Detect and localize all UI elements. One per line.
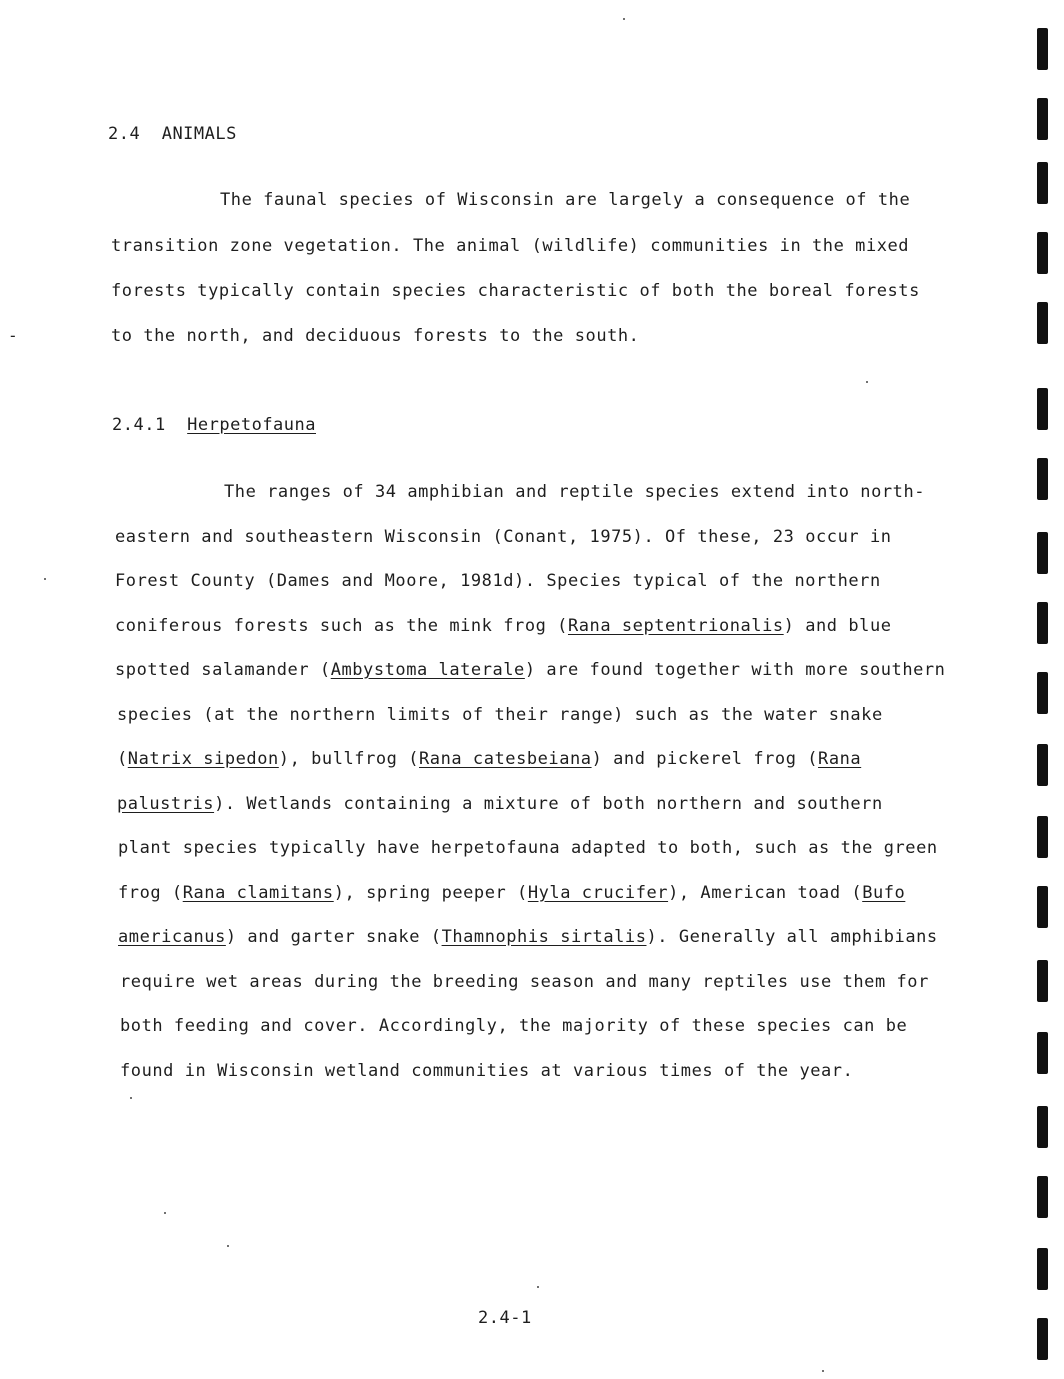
section-paragraph-line: forests typically contain species characteristic of both the boreal forests	[111, 281, 920, 301]
species-name: Thamnophis sirtalis	[441, 927, 647, 947]
subsection-body-line	[120, 971, 929, 993]
margin-speck	[44, 578, 46, 580]
binding-bar	[1037, 28, 1048, 70]
margin-speck	[866, 381, 868, 383]
species-name: Rana	[818, 749, 862, 769]
subsection-body-line	[115, 570, 881, 592]
body-text: ), spring peeper (	[333, 882, 528, 903]
species-name: palustris	[117, 793, 215, 814]
body-text: coniferous forests such as the mink frog (	[115, 615, 568, 636]
subsection-body-line	[118, 926, 938, 948]
body-text: found in Wisconsin wetland communities at various times of the year.	[120, 1060, 854, 1081]
section-paragraph-line: to the north, and deciduous forests to the south.	[111, 326, 640, 346]
binding-bar	[1037, 1318, 1048, 1360]
species-name: Rana septentrionalis	[567, 615, 784, 636]
margin-speck	[822, 1370, 824, 1372]
binding-bar	[1037, 816, 1048, 858]
body-text: plant species typically have herpetofauna adapted to both, such as the green	[118, 838, 938, 858]
margin-speck	[623, 18, 625, 20]
subsection-body-line	[224, 481, 925, 503]
species-name: Rana clamitans	[182, 882, 334, 903]
body-text: ), American toad (	[668, 882, 863, 903]
subsection-body-line	[115, 615, 892, 637]
subsection-body-line	[115, 526, 892, 548]
binding-bar	[1037, 744, 1048, 786]
body-text: Forest County (Dames and Moore, 1981d). Species typical of the northern	[115, 571, 881, 591]
subsection-number: 2.4.1	[112, 415, 166, 435]
body-text: require wet areas during the breeding season and many reptiles use them for	[120, 971, 929, 992]
body-text: frog (	[118, 882, 183, 903]
section-paragraph-line: transition zone vegetation. The animal (wildlife) communities in the mixed	[111, 236, 910, 256]
binding-bar	[1037, 602, 1048, 644]
body-text: ) and blue	[783, 615, 892, 636]
body-text: ) and pickerel frog (	[591, 749, 819, 769]
binding-bar	[1037, 302, 1048, 344]
margin-speck	[227, 1245, 229, 1247]
species-name: Bufo	[862, 882, 906, 903]
body-text: (	[117, 749, 128, 769]
subsection-heading	[112, 415, 316, 435]
binding-bar	[1037, 162, 1048, 204]
subsection-body-line	[118, 882, 905, 904]
section-number: 2.4	[108, 124, 141, 144]
binding-bar	[1037, 232, 1048, 274]
binding-bar	[1037, 1248, 1048, 1290]
body-text: ). Wetlands containing a mixture of both northern and southern	[214, 793, 883, 814]
binding-bar	[1037, 1176, 1048, 1218]
body-text: ) and garter snake (	[225, 927, 442, 947]
section-heading	[108, 124, 237, 144]
body-text: The ranges of 34 amphibian and reptile species extend into north-	[224, 482, 926, 502]
species-name: Natrix sipedon	[127, 749, 279, 769]
subsection-body-line	[118, 837, 938, 859]
body-text: spotted salamander (	[115, 660, 331, 680]
subsection-body-line	[117, 748, 861, 770]
species-name: Ambystoma laterale	[330, 660, 525, 680]
body-text: ), bullfrog (	[278, 749, 419, 769]
page-number: 2.4-1	[478, 1308, 532, 1328]
binding-bar	[1037, 1106, 1048, 1148]
binding-bar	[1037, 1032, 1048, 1074]
species-name: Rana catesbeiana	[419, 749, 592, 769]
section-title: ANIMALS	[161, 124, 237, 144]
subsection-title: Herpetofauna	[187, 415, 316, 435]
binding-bar	[1037, 960, 1048, 1002]
subsection-body-line	[120, 1060, 853, 1082]
body-text: ) are found together with more southern	[524, 660, 946, 680]
margin-speck	[537, 1286, 539, 1288]
species-name: Hyla crucifer	[527, 882, 669, 903]
margin-mark: -	[8, 326, 18, 345]
body-text: eastern and southeastern Wisconsin (Conant, 1975). Of these, 23 occur in	[115, 526, 892, 547]
subsection-body-line	[117, 793, 883, 815]
binding-bar	[1037, 458, 1048, 500]
binding-bar	[1037, 388, 1048, 430]
margin-speck	[130, 1097, 132, 1099]
species-name: americanus	[118, 927, 226, 947]
subsection-body-line	[120, 1015, 907, 1037]
body-text: species (at the northern limits of their range) such as the water snake	[117, 704, 883, 725]
subsection-body-line	[115, 659, 945, 681]
binding-bar	[1037, 672, 1048, 714]
binding-bar	[1037, 886, 1048, 928]
body-text: ). Generally all amphibians	[646, 927, 938, 947]
body-text: both feeding and cover. Accordingly, the majority of these species can be	[120, 1016, 908, 1036]
margin-speck	[164, 1212, 166, 1214]
binding-bar	[1037, 98, 1048, 140]
binding-bar	[1037, 532, 1048, 574]
subsection-body-line	[117, 704, 883, 726]
section-paragraph-line: The faunal species of Wisconsin are largely a consequence of the	[220, 190, 911, 210]
